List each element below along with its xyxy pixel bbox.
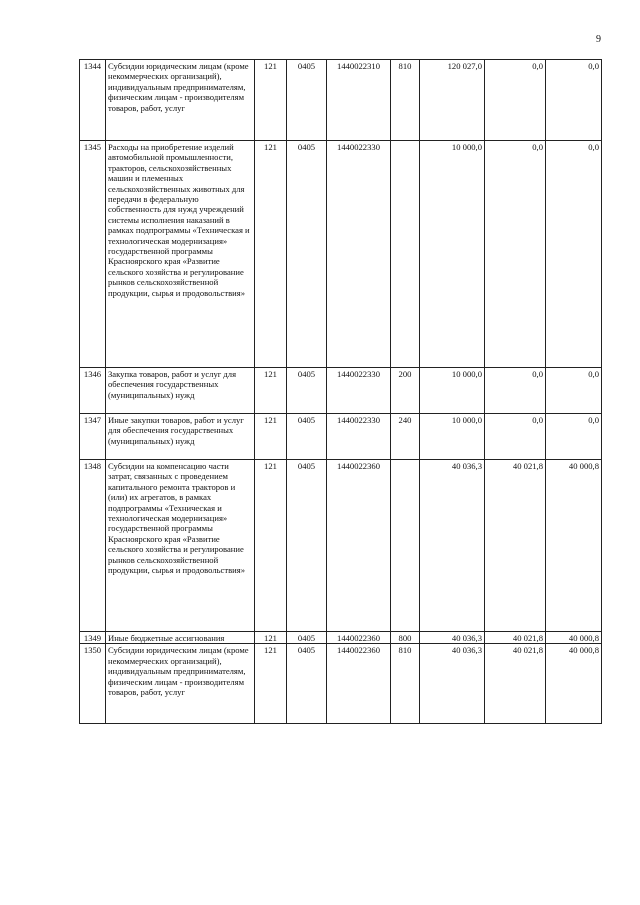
- row-section-code: 0405: [287, 368, 327, 414]
- row-amount-2: 40 021,8: [485, 644, 546, 724]
- row-section-code: 0405: [287, 644, 327, 724]
- table-row: [80, 632, 602, 644]
- row-expense-type: [391, 141, 420, 368]
- row-target-code: 1440022360: [327, 460, 391, 632]
- row-ved-code: 121: [255, 414, 287, 460]
- row-number: 1350: [80, 644, 106, 724]
- row-amount-2: 0,0: [485, 368, 546, 414]
- row-expense-type: 200: [391, 368, 420, 414]
- row-number: 1344: [80, 60, 106, 141]
- table-row: [80, 414, 602, 460]
- row-amount-1: 10 000,0: [420, 141, 485, 368]
- page-number: 9: [596, 34, 601, 45]
- row-number: 1346: [80, 368, 106, 414]
- row-name: Закупка товаров, работ и услуг для обеспечения государственных (муниципальных) нужд: [106, 368, 255, 414]
- row-amount-1: 10 000,0: [420, 414, 485, 460]
- row-name: Субсидии юридическим лицам (кроме некоммерческих организаций), индивидуальным предпринимателям, физическим лицам - производителям товаров, работ, услуг: [106, 60, 255, 141]
- row-ved-code: 121: [255, 644, 287, 724]
- row-amount-1: 120 027,0: [420, 60, 485, 141]
- row-ved-code: 121: [255, 632, 287, 644]
- row-ved-code: 121: [255, 460, 287, 632]
- row-expense-type: [391, 460, 420, 632]
- table-row: [80, 368, 602, 414]
- row-number: 1345: [80, 141, 106, 368]
- row-section-code: 0405: [287, 632, 327, 644]
- row-expense-type: 240: [391, 414, 420, 460]
- row-amount-1: 40 036,3: [420, 460, 485, 632]
- row-amount-3: 0,0: [546, 414, 602, 460]
- row-amount-3: 40 000,8: [546, 460, 602, 632]
- row-section-code: 0405: [287, 460, 327, 632]
- row-amount-3: 40 000,8: [546, 632, 602, 644]
- row-section-code: 0405: [287, 414, 327, 460]
- row-expense-type: 800: [391, 632, 420, 644]
- row-amount-3: 0,0: [546, 60, 602, 141]
- row-number: 1348: [80, 460, 106, 632]
- row-name: Иные закупки товаров, работ и услуг для обеспечения государственных (муниципальных) нужд: [106, 414, 255, 460]
- row-ved-code: 121: [255, 60, 287, 141]
- row-amount-1: 40 036,3: [420, 644, 485, 724]
- row-expense-type: 810: [391, 60, 420, 141]
- row-target-code: 1440022310: [327, 60, 391, 141]
- budget-table: [79, 59, 602, 724]
- row-name: Расходы на приобретение изделий автомобильной промышленности, тракторов, сельскохозяйственных машин и племенных сельскохозяйственных животных для передачи в федеральную собственность для нужд учреждений системы исполнения наказаний в рамках подпрограммы «Техническая и технологическая модернизация» государственной программы Красноярского края «Развитие сельского хозяйства и регулирование рынков сельскохозяйственной продукции, сырья и продовольствия»: [106, 141, 255, 368]
- table-row: [80, 644, 602, 724]
- row-amount-3: 40 000,8: [546, 644, 602, 724]
- row-name: Субсидии юридическим лицам (кроме некоммерческих организаций), индивидуальным предпринимателям, физическим лицам - производителям товаров, работ, услуг: [106, 644, 255, 724]
- table-row: [80, 141, 602, 368]
- row-target-code: 1440022360: [327, 632, 391, 644]
- row-amount-3: 0,0: [546, 368, 602, 414]
- row-number: 1349: [80, 632, 106, 644]
- row-name: Иные бюджетные ассигнования: [106, 632, 255, 644]
- row-target-code: 1440022330: [327, 141, 391, 368]
- row-amount-2: 40 021,8: [485, 460, 546, 632]
- row-target-code: 1440022330: [327, 368, 391, 414]
- row-amount-2: 0,0: [485, 60, 546, 141]
- row-ved-code: 121: [255, 368, 287, 414]
- row-amount-3: 0,0: [546, 141, 602, 368]
- row-amount-2: 40 021,8: [485, 632, 546, 644]
- row-name: Субсидии на компенсацию части затрат, связанных с проведением капитального ремонта тракторов и (или) их агрегатов, в рамках подпрограммы «Техническая и технологическая модернизация» государственной программы Красноярского края «Развитие сельского хозяйства и регулирование рынков сельскохозяйственной продукции, сырья и продовольствия»: [106, 460, 255, 632]
- row-section-code: 0405: [287, 60, 327, 141]
- row-amount-1: 40 036,3: [420, 632, 485, 644]
- table-row: [80, 60, 602, 141]
- row-expense-type: 810: [391, 644, 420, 724]
- row-amount-2: 0,0: [485, 414, 546, 460]
- row-number: 1347: [80, 414, 106, 460]
- row-target-code: 1440022360: [327, 644, 391, 724]
- row-target-code: 1440022330: [327, 414, 391, 460]
- row-amount-2: 0,0: [485, 141, 546, 368]
- row-section-code: 0405: [287, 141, 327, 368]
- row-ved-code: 121: [255, 141, 287, 368]
- table-row: [80, 460, 602, 632]
- row-amount-1: 10 000,0: [420, 368, 485, 414]
